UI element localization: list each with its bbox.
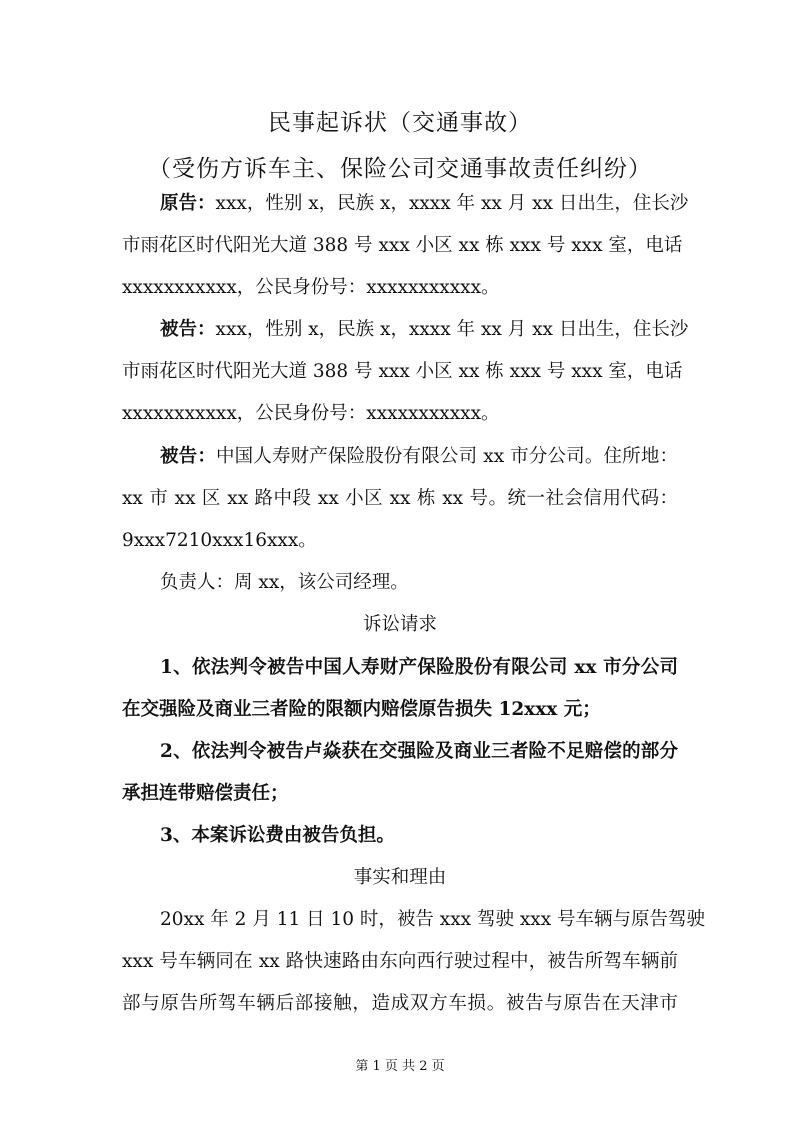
defendant1-line-2: 市雨花区时代阳光大道 388 号 xxx 小区 xx 栋 xxx 号 xxx 室，电话 <box>122 361 683 382</box>
facts-line-3: 部与原告所驾车辆后部接触，造成双方车损。被告与原告在天津市 <box>122 993 678 1014</box>
page-title: 民事起诉状（交通事故） <box>268 110 532 136</box>
claim-1-line-1: 1、依法判令被告中国人寿财产保险股份有限公司 xx 市分公司 <box>160 657 678 678</box>
defendant2-text-1: 中国人寿财产保险股份有限公司 xx 市分公司。住所地： <box>215 446 678 467</box>
defendant1-label: 被告： <box>160 319 216 340</box>
plaintiff-line-1 <box>160 192 689 216</box>
plaintiff-line-3: xxxxxxxxxxx，公民身份号：xxxxxxxxxxx。 <box>122 277 500 298</box>
claim-2-line-1: 2、依法判令被告卢焱获在交强险及商业三者险不足赔偿的部分 <box>160 741 678 762</box>
facts-line-2: xxx 号车辆同在 xx 路快速路由东向西行驶过程中，被告所驾车辆前 <box>122 951 678 972</box>
facts-heading: 事实和理由 <box>353 867 447 888</box>
defendant2-line-3: 9xxx7210xxx16xxx。 <box>122 530 317 551</box>
defendant1-line-1 <box>160 318 689 342</box>
defendant2-line-1 <box>160 445 678 469</box>
plaintiff-line-2: 市雨花区时代阳光大道 388 号 xxx 小区 xx 栋 xxx 号 xxx 室，电话 <box>122 235 683 256</box>
defendant2-label: 被告： <box>160 446 216 467</box>
page-number: 第 1 页 共 2 页 <box>355 1059 445 1074</box>
defendant1-text-1: xxx，性别 x，民族 x，xxxx 年 xx 月 xx 日出生，住长沙 <box>215 319 689 340</box>
responsible-person: 负责人：周 xx，该公司经理。 <box>160 572 409 593</box>
facts-line-1: 20xx 年 2 月 11 日 10 时，被告 xxx 驾驶 xxx 号车辆与原告驾驶 <box>160 909 706 930</box>
claim-3: 3、本案诉讼费由被告负担。 <box>160 825 395 846</box>
defendant2-line-2: xx 市 xx 区 xx 路中段 xx 小区 xx 栋 xx 号。统一社会信用代码： <box>122 488 678 509</box>
page-subtitle: （受伤方诉车主、保险公司交通事故责任纠纷） <box>148 156 652 182</box>
plaintiff-label: 原告： <box>160 193 216 214</box>
claims-heading: 诉讼请求 <box>362 614 437 635</box>
claim-2-line-2: 承担连带赔偿责任； <box>122 783 289 804</box>
claim-1-line-2: 在交强险及商业三者险的限额内赔偿原告损失 12xxx 元； <box>122 699 601 720</box>
plaintiff-text-1: xxx，性别 x，民族 x，xxxx 年 xx 月 xx 日出生，住长沙 <box>215 193 689 214</box>
defendant1-line-3: xxxxxxxxxxx，公民身份号：xxxxxxxxxxx。 <box>122 403 500 424</box>
